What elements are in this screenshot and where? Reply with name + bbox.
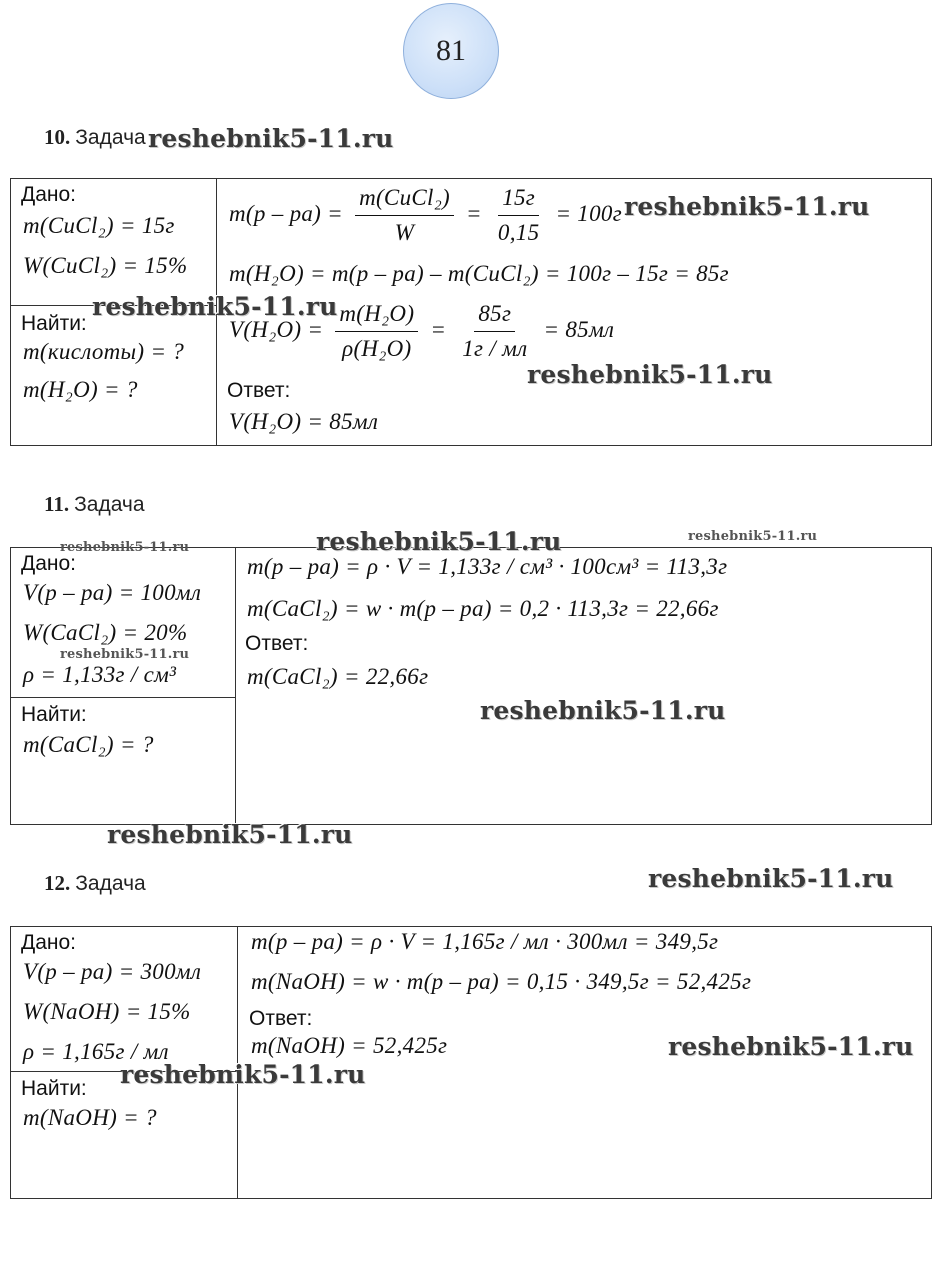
- equals-sign: =: [466, 200, 482, 226]
- watermark: reshebnik5-11.ru: [480, 696, 726, 725]
- fraction: [458, 299, 531, 364]
- task-12-title: [44, 871, 146, 896]
- watermark: reshebnik5-11.ru: [60, 540, 190, 555]
- formula-result: = 100г: [555, 200, 622, 226]
- watermark: reshebnik5-11.ru: [688, 529, 818, 544]
- formula-lhs: V(H₂O) =: [229, 316, 324, 342]
- task-11-title: [44, 492, 145, 517]
- watermark: reshebnik5-11.ru: [316, 527, 562, 556]
- answer-label: Ответ:: [249, 1007, 313, 1030]
- task-label: Задача: [75, 126, 146, 149]
- given-label: Дано:: [21, 183, 77, 206]
- given-item: V(p – pa) = 100мл: [23, 580, 202, 605]
- given-item: m(CuCl₂) = 15г: [23, 213, 175, 238]
- denominator: ρ(H₂O): [342, 336, 412, 361]
- numerator: m(CuCl₂): [355, 183, 454, 216]
- fraction: [355, 183, 454, 248]
- numerator: 15г: [498, 183, 539, 216]
- denominator: W: [394, 220, 415, 245]
- watermark: reshebnik5-11.ru: [668, 1032, 914, 1061]
- formula-result: = 85мл: [543, 316, 615, 342]
- task-label: Задача: [75, 872, 146, 895]
- watermark: reshebnik5-11.ru: [527, 360, 773, 389]
- given-item: V(p – pa) = 300мл: [23, 959, 202, 984]
- page-number-badge: 81: [403, 3, 499, 99]
- watermark: reshebnik5-11.ru: [92, 292, 338, 321]
- find-label: Найти:: [21, 1077, 87, 1100]
- given-item: ρ = 1,133г / см³: [23, 662, 177, 687]
- given-label: Дано:: [21, 931, 77, 954]
- watermark: reshebnik5-11.ru: [60, 647, 190, 662]
- watermark: reshebnik5-11.ru: [148, 124, 394, 153]
- find-item: m(NaOH) = ?: [23, 1105, 157, 1130]
- solution-step-1: [229, 183, 622, 248]
- denominator: 0,15: [497, 220, 540, 245]
- task-label: Задача: [74, 493, 145, 516]
- task-number: 11.: [44, 492, 70, 516]
- task-10-title: [44, 125, 146, 150]
- watermark: reshebnik5-11.ru: [120, 1060, 366, 1089]
- solution-step-2: m(H₂O) = m(p – pa) – m(CuCl₂) = 100г – 15г = 85г: [229, 261, 729, 286]
- solution-step-1: m(p – pa) = ρ · V = 1,165г / мл · 300мл = 349,5г: [251, 929, 719, 954]
- task-11-table: [10, 547, 932, 825]
- task-number: 12.: [44, 871, 71, 895]
- watermark: reshebnik5-11.ru: [648, 864, 894, 893]
- find-item: m(кислоты) = ?: [23, 339, 185, 364]
- row-divider: [11, 697, 235, 698]
- fraction: [335, 299, 418, 364]
- answer-value: m(NaOH) = 52,425г: [251, 1033, 448, 1058]
- answer-label: Ответ:: [245, 632, 309, 655]
- watermark: reshebnik5-11.ru: [107, 820, 353, 849]
- given-item: W(CaCl₂) = 20%: [23, 620, 188, 645]
- denominator: 1г / мл: [462, 336, 528, 361]
- column-divider: [235, 548, 236, 824]
- answer-value: m(CaCl₂) = 22,66г: [247, 664, 429, 689]
- formula-lhs: m(p – pa) =: [229, 200, 343, 226]
- task-number: 10.: [44, 125, 71, 149]
- answer-label: Ответ:: [227, 379, 291, 402]
- given-item: ρ = 1,165г / мл: [23, 1039, 169, 1064]
- given-item: W(CuCl₂) = 15%: [23, 253, 188, 278]
- solution-step-2: m(CaCl₂) = w · m(p – pa) = 0,2 · 113,3г = 22,66г: [247, 596, 719, 621]
- solution-step-1: m(p – pa) = ρ · V = 1,133г / см³ · 100см³ = 113,3г: [247, 554, 728, 579]
- fraction: [494, 183, 543, 248]
- watermark: reshebnik5-11.ru: [624, 192, 870, 221]
- given-label: Дано:: [21, 552, 77, 575]
- numerator: 85г: [474, 299, 515, 332]
- find-item: m(CaCl₂) = ?: [23, 732, 154, 757]
- find-label: Найти:: [21, 312, 87, 335]
- find-item: m(H₂O) = ?: [23, 377, 138, 402]
- given-item: W(NaOH) = 15%: [23, 999, 191, 1024]
- find-label: Найти:: [21, 703, 87, 726]
- answer-value: V(H₂O) = 85мл: [229, 409, 379, 434]
- numerator: m(H₂O): [335, 299, 418, 332]
- solution-step-2: m(NaOH) = w · m(p – pa) = 0,15 · 349,5г = 52,425г: [251, 969, 752, 994]
- equals-sign: =: [430, 316, 447, 342]
